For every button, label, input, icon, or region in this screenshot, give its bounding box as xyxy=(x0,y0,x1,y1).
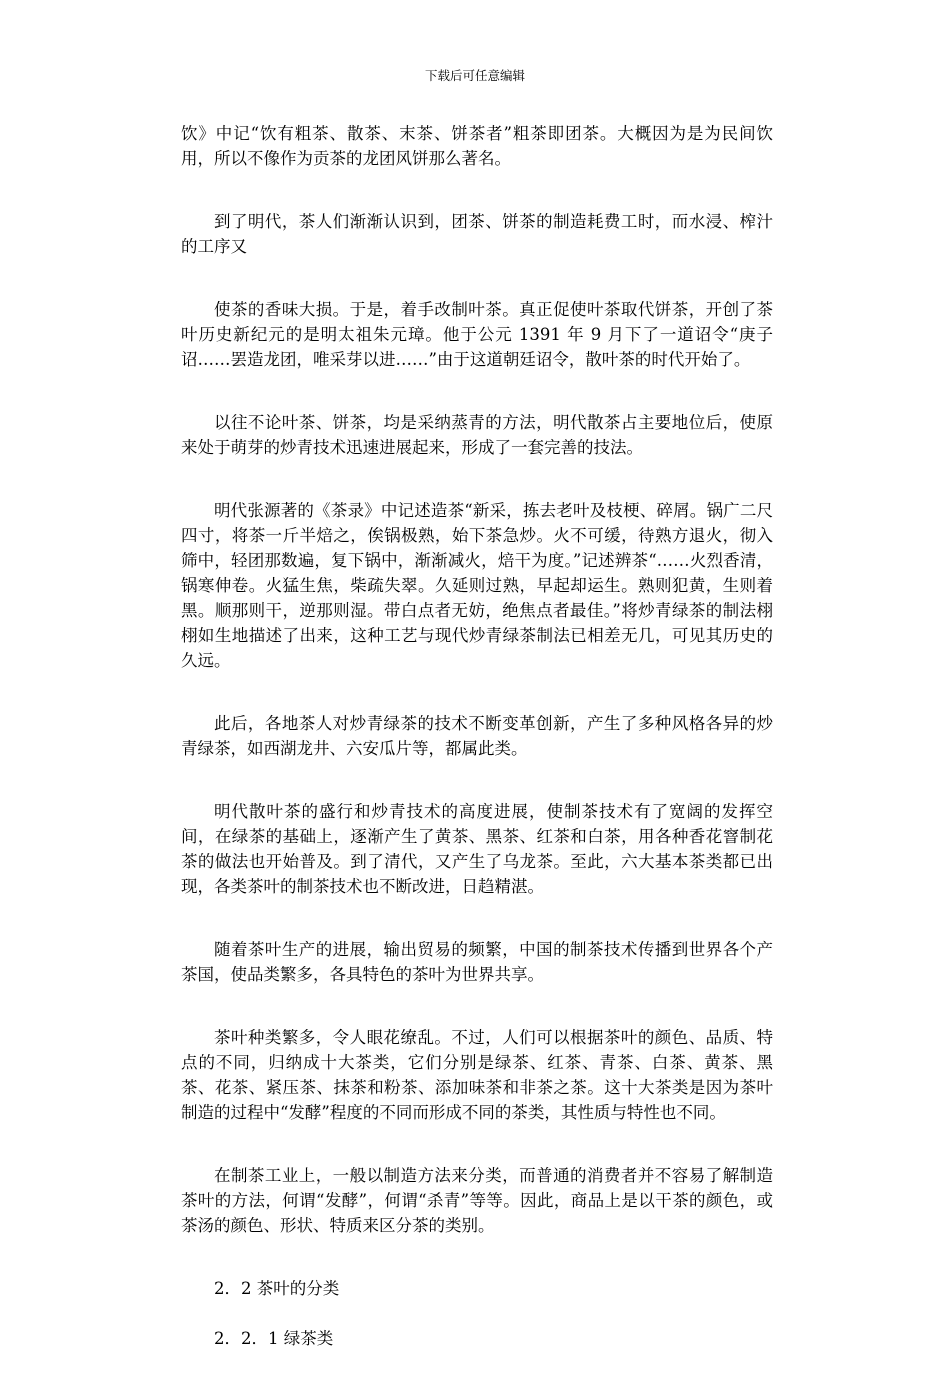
paragraph: 茶叶种类繁多，令人眼花缭乱。不过，人们可以根据茶叶的颜色、品质、特点的不同，归纳成十大茶类，它们分别是绿茶、红茶、青茶、白茶、黄茶、黑茶、花茶、紧压茶、抹茶和粉茶、添加味茶和非茶之茶。这十大茶类是因为茶叶制造的过程中“发酵”程度的不同而形成不同的茶类，其性质与特性也不同。 xyxy=(181,1028,773,1122)
paragraph: 明代散叶茶的盛行和炒青技术的高度进展，使制茶技术有了宽阔的发挥空间，在绿茶的基础上，逐渐产生了黄茶、黑茶、红茶和白茶，用各种香花窨制花茶的做法也开始普及。到了清代，又产生了乌龙茶。至此，六大基本茶类都已出现，各类茶叶的制茶技术也不断改进，日趋精湛。 xyxy=(181,802,773,896)
paragraph: 在制茶工业上，一般以制造方法来分类，而普通的消费者并不容易了解制造茶叶的方法，何谓“发酵”，何谓“杀青”等等。因此，商品上是以干茶的颜色，或茶汤的颜色、形状、特质来区分茶的类别。 xyxy=(181,1166,773,1235)
paragraph: 饮》中记“饮有粗茶、散茶、末茶、饼茶者”粗茶即团茶。大概因为是为民间饮用，所以不像作为贡茶的龙团风饼那么著名。 xyxy=(181,124,773,168)
paragraph: 使茶的香味大损。于是，着手改制叶茶。真正促使叶茶取代饼茶，开创了茶叶历史新纪元的是明太祖朱元璋。他于公元 1391 年 9 月下了一道诏令“庚子诏……罢造龙团，唯采芽以进……”由于这道朝廷诏令，散叶茶的时代开始了。 xyxy=(181,300,773,369)
page-header: 下载后可任意编辑 xyxy=(424,68,525,83)
section-heading: 2．2 茶叶的分类 xyxy=(214,1279,340,1298)
document-body xyxy=(181,121,773,1376)
paragraph: 明代张源著的《茶录》中记述造茶“新采，拣去老叶及枝梗、碎屑。锅广二尺四寸，将茶一斤半焙之，俟锅极熟，始下茶急炒。火不可缓，待熟方退火，彻入筛中，轻团那数遍，复下锅中，渐渐减火，焙干为度。”记述辨茶“……火烈香清，锅寒伸卷。火猛生焦，柴疏失翠。久延则过熟，早起却运生。熟则犯黄，生则着黑。顺那则干，逆那则湿。带白点者无妨，绝焦点者最佳。”将炒青绿茶的制法栩栩如生地描述了出来，这种工艺与现代炒青绿茶制法已相差无几，可见其历史的久远。 xyxy=(181,501,773,670)
paragraph: 以往不论叶茶、饼茶，均是采纳蒸青的方法，明代散茶占主要地位后，使原来处于萌芽的炒青技术迅速进展起来，形成了一套完善的技法。 xyxy=(181,413,773,457)
paragraph: 此后，各地茶人对炒青绿茶的技术不断变革创新，产生了多种风格各异的炒青绿茶，如西湖龙井、六安瓜片等，都属此类。 xyxy=(181,714,773,758)
paragraph: 到了明代，茶人们渐渐认识到，团茶、饼茶的制造耗费工时，而水浸、榨汁的工序又 xyxy=(181,212,773,256)
subsection-heading: 2．2．1 绿茶类 xyxy=(214,1329,334,1348)
paragraph: 随着茶叶生产的进展，输出贸易的频繁，中国的制茶技术传播到世界各个产茶国，使品类繁多，各具特色的茶叶为世界共享。 xyxy=(181,940,773,984)
